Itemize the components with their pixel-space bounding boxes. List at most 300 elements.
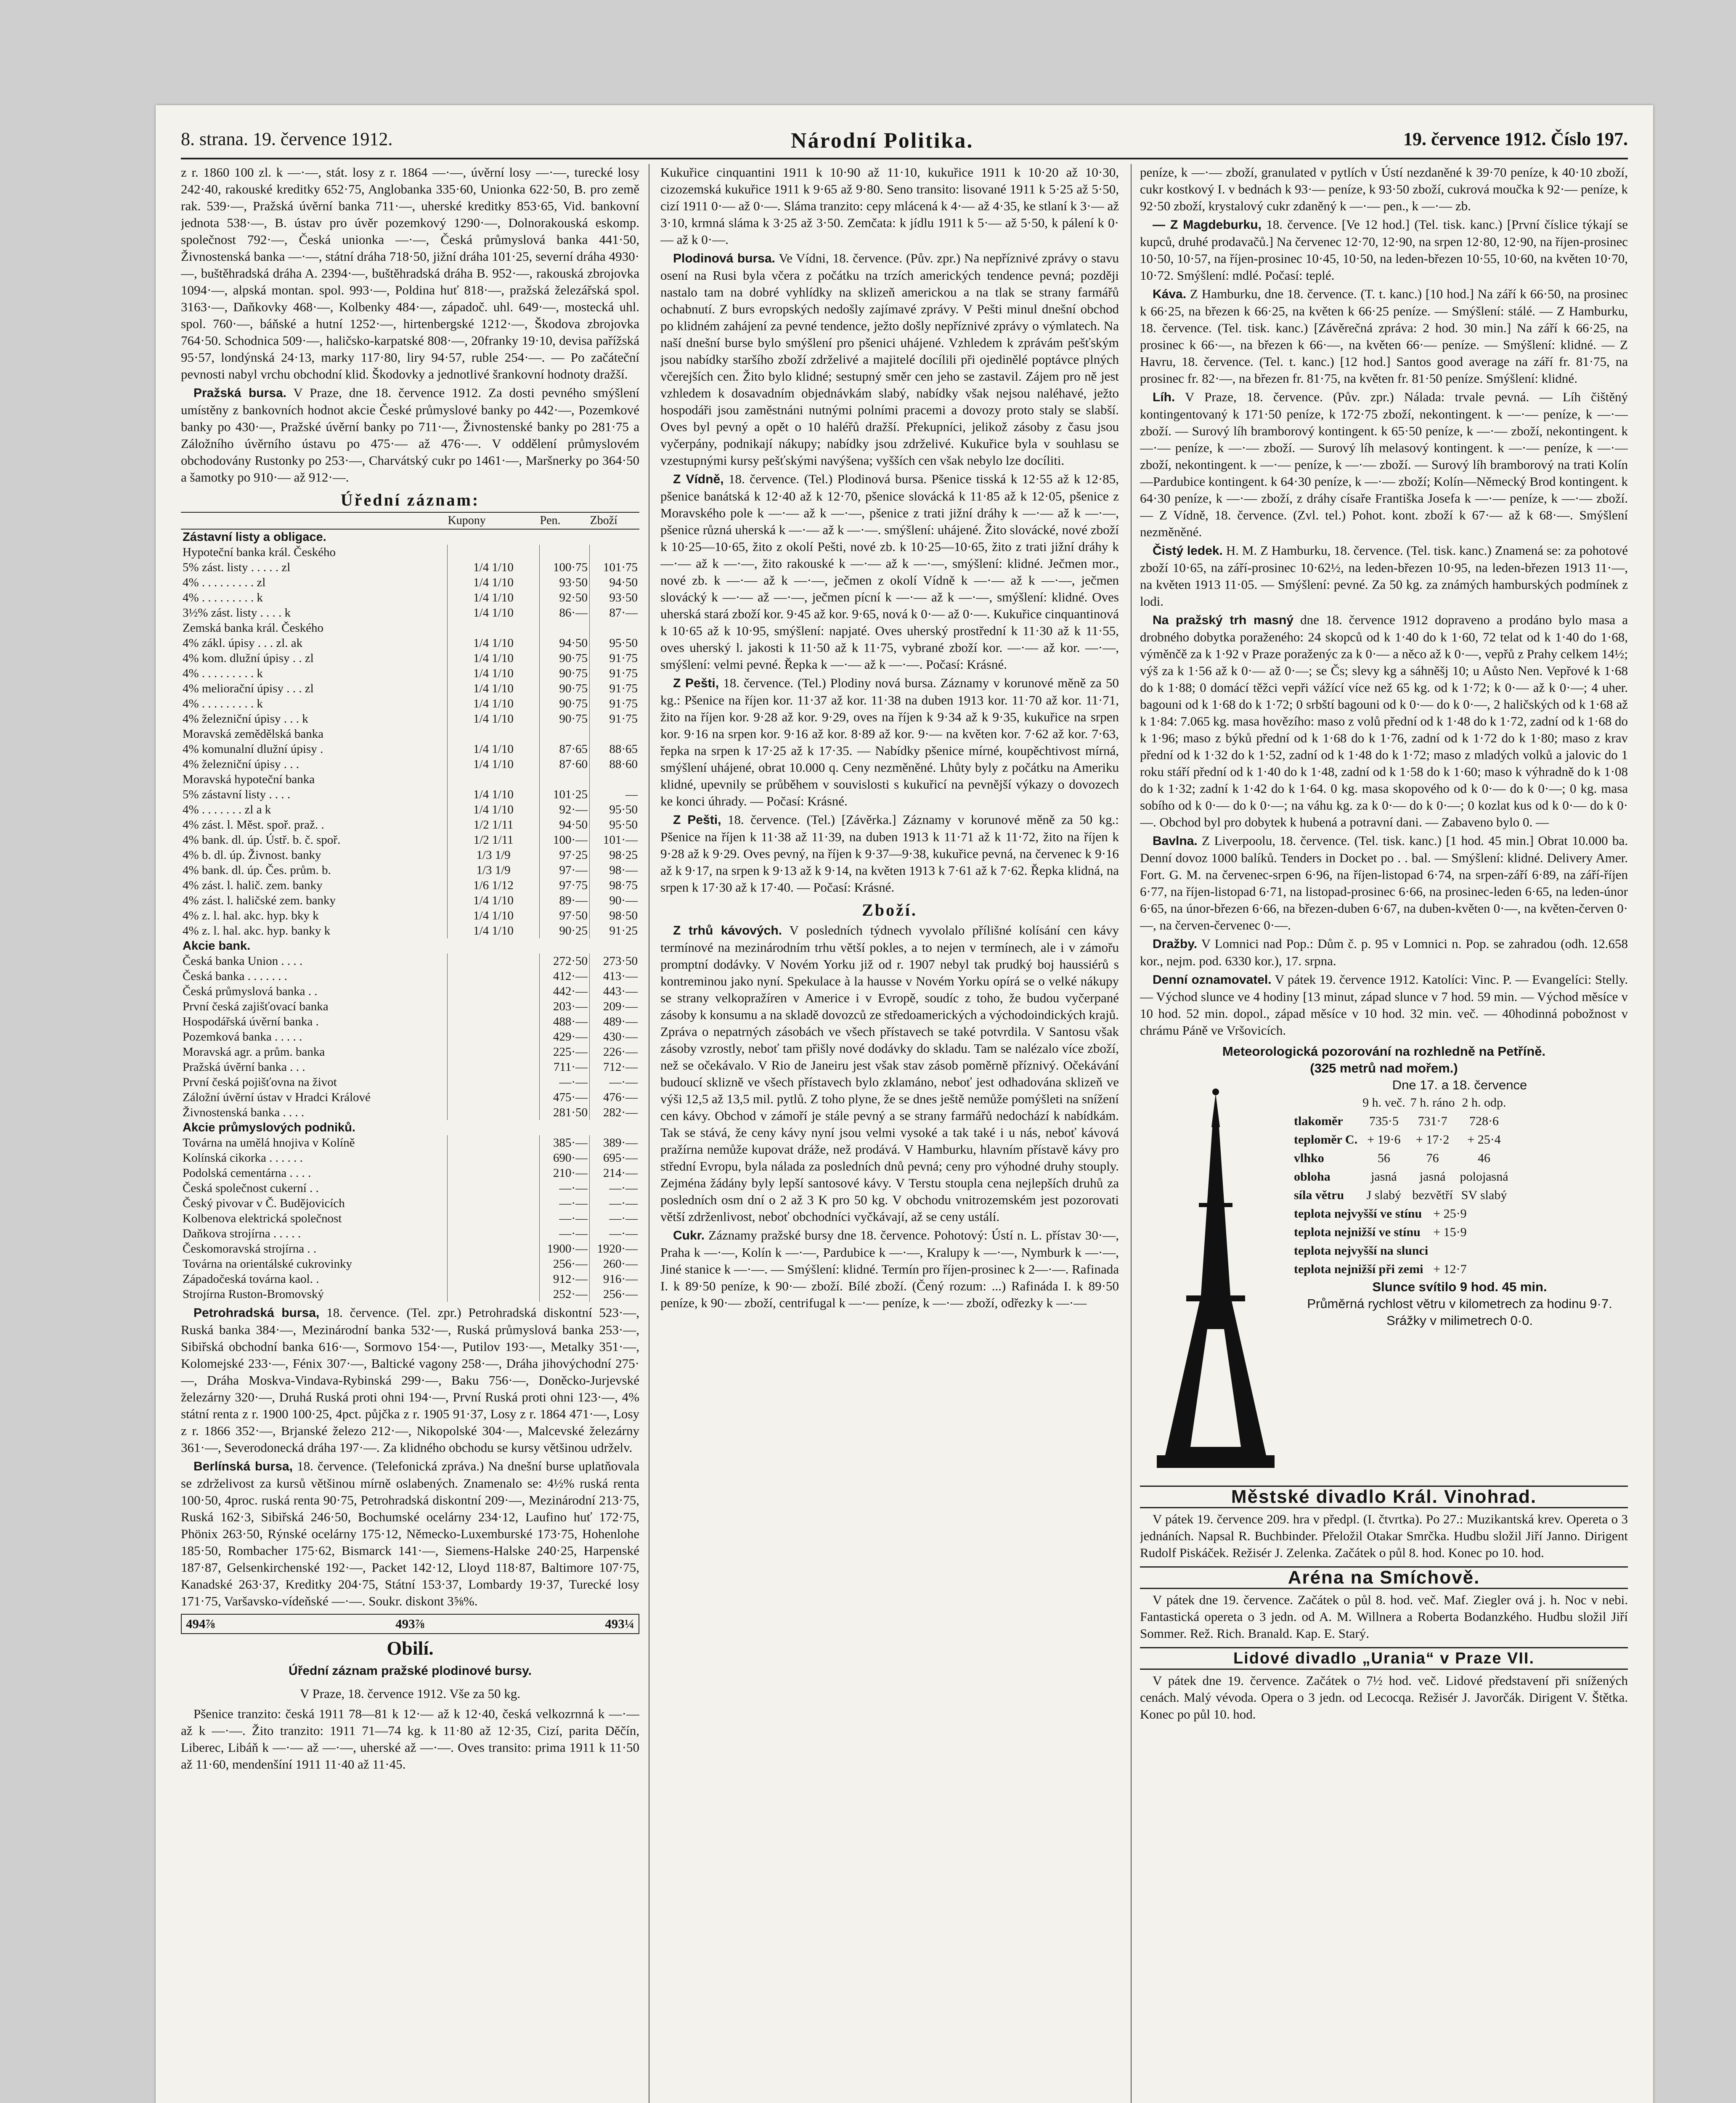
quote-cell: 712·— xyxy=(590,1059,640,1075)
security-name: Česká banka Union . . . . xyxy=(183,954,303,968)
paragraph-text: 18. července. (Tel.) Plodiny nová bursa. Záznamy v korunové měně za 50 kg.: Pšenice na říjen kor. 11·37 až kor. 11·38 na duben 1913 kor. 11·70 až kor. 11·71, žito na říjen kor. 9·28 až kor. 9·29, oves na říjen k 9·34 až k 9·35, kukuřice na srpen kor. 9·16 na srpen kor. 9·16 až kor. 8·89 až kor. 9·— na květen kor. 7·62 až kor. 7·63, řepka na srpen k 17·25 až k 17·35. — Nabídky pšenice mírné, koupěchtivost mírná, smýšlení uhájené, obrat 10.000 q. Ceny nezměněné. Lhůty byly z počátku na Ameriku klidné, upevnily se průběhem v souvislosti s kukuřicí na pevnější výkazy o dovozech ke konci úhrady. — Počasí: Krásné. xyxy=(660,675,1119,808)
quote-cell: 87·65 xyxy=(540,742,590,757)
section-heading: Dražby. xyxy=(1153,937,1198,951)
meteo-value: 735·5 xyxy=(1369,1114,1399,1128)
sugar-continued: peníze, k —·— zboží, granulated v pytlích v Ústí nezdaněné k 39·70 peníze, k 40·10 zboží, cukr kostkový I. v bednách k 93·— peníze, k 93·50 zboží, cukrová moučka k 92·— peníze, k 92·50 zboží, krystalový cukr zdaněný k —·— pen., k —·— zb. xyxy=(1140,165,1628,213)
security-name: Pražská úvěrní banka . . . xyxy=(183,1060,305,1074)
quote-cell: 95·50 xyxy=(590,817,640,832)
security-name: Živnostenská banka . . . . xyxy=(183,1106,305,1119)
quote-cell: 86·— xyxy=(540,605,590,620)
quote-cell: 1/2 1/11 xyxy=(448,832,540,848)
column-divider xyxy=(1131,164,1132,2103)
table-title: Úřední záznam: xyxy=(340,490,480,509)
quote-cell: 92·— xyxy=(540,802,590,817)
security-name: Česká banka . . . . . . . xyxy=(183,969,287,983)
quote-cell: 225·— xyxy=(540,1044,590,1059)
quote-cell: 412·— xyxy=(540,969,590,984)
quote-cell: 281·50 xyxy=(540,1105,590,1120)
quote-cell: 101·25 xyxy=(540,787,590,802)
quote-cell xyxy=(448,1181,540,1196)
meteo-sunshine: Slunce svítilo 9 hod. 45 min. xyxy=(1372,1279,1547,1294)
table-row xyxy=(181,954,639,969)
quote-cell: 91·75 xyxy=(590,681,640,696)
theatre-title-urania: Lidové divadlo „Urania“ v Praze VII. xyxy=(1140,1647,1628,1670)
quote-cell: 90·75 xyxy=(540,666,590,681)
security-name: 4% zást. l. haličské zem. banky xyxy=(183,894,336,907)
quote-cell: 97·50 xyxy=(540,908,590,923)
header-rule xyxy=(181,158,1628,159)
bond-quote-table xyxy=(181,512,639,1302)
quote-cell: 91·75 xyxy=(590,696,640,711)
table-row xyxy=(181,893,639,908)
quote-cell: —·— xyxy=(590,1211,640,1226)
paragraph-text: 18. července. (Telefonická zpráva.) Na dnešní burse uplatňovala se zdrželivost za kursů většinou mírně oslabených. Znamenalo se: 4½% ruská renta 100·50, 4proc. ruská renta 90·75, Petrohradská diskontní 209·—, Mezinárodní 213·75, Ruská 162·3, Sibiřská 246·50, Bochumské ocelárny 234·12, Laufino huť 172·75, Phönix 263·50, Rýnské ocelárny 175·12, Německo-Luxemburské 173·75, Hohenlohe 185·50, Rombacher 175·62, Bismarck 141·—, Siemens-Halske 240·25, Harpenské 187·87, Gelsenkirchenské 192·—, Packet 142·12, Lloyd 118·87, Baltimore 107·75, Kanadské 263·37, Kreditky 204·75, Státní 153·37, Lombardy 19·37, Turecké losy 171·75, Varšavsko-vídeňské —·—. Soukr. diskont 3⅝%. xyxy=(181,1459,639,1608)
meteo-table xyxy=(1291,1094,1511,1205)
meteo-value: + 19·6 xyxy=(1367,1133,1401,1147)
newspaper-page xyxy=(156,105,1653,2103)
quote-cell xyxy=(448,726,540,742)
quote-cell: 97·— xyxy=(540,863,590,878)
quote-cell: 101·— xyxy=(590,832,640,848)
table-row xyxy=(181,605,639,620)
security-name: Moravská agr. a prům. banka xyxy=(183,1045,325,1059)
quote-cell: 90·75 xyxy=(540,711,590,726)
table-row xyxy=(181,969,639,984)
meteo-col-header: 7 h. ráno xyxy=(1410,1096,1455,1110)
vienna-produce-paragraph xyxy=(660,250,1119,469)
quote-cell: 98·25 xyxy=(590,848,640,863)
boxed-quote: 493¼ xyxy=(605,1616,634,1631)
meteo-rain: Srážky v milimetrech 0·0. xyxy=(1386,1313,1533,1328)
meteo-value: + 25·4 xyxy=(1467,1133,1501,1147)
meteo-label: teplota nejnižší ve stínu xyxy=(1294,1225,1421,1239)
group-title: Akcie průmyslových podniků. xyxy=(183,1121,355,1134)
meteo-value: J slabý xyxy=(1366,1188,1402,1202)
security-name: Kolínská cikorka . . . . . . xyxy=(183,1151,303,1165)
meteo-extremes-table xyxy=(1291,1205,1469,1279)
table-row xyxy=(181,696,639,711)
magdeburg-paragraph xyxy=(1140,216,1628,284)
quote-cell: 1/4 1/10 xyxy=(448,757,540,772)
table-row xyxy=(181,1196,639,1211)
meteo-value: jasná xyxy=(1371,1170,1397,1184)
quote-cell: 91·75 xyxy=(590,711,640,726)
berlin-bourse-paragraph xyxy=(181,1458,639,1610)
section-heading: Z Vídně, xyxy=(673,472,724,486)
quote-cell: 89·— xyxy=(540,893,590,908)
quote-cell xyxy=(448,1241,540,1256)
security-name: Česká průmyslová banka . . xyxy=(183,985,318,998)
quote-cell: 1/4 1/10 xyxy=(448,802,540,817)
coffee-market-paragraph xyxy=(660,922,1119,1225)
meteo-extreme-row xyxy=(1291,1223,1469,1242)
section-heading: Z Pešti, xyxy=(673,676,719,690)
section-heading: Z Pešti, xyxy=(673,813,721,827)
section-heading: Plodinová bursa. xyxy=(673,252,775,265)
table-row xyxy=(181,1211,639,1226)
security-name: Strojírna Ruston-Bromovský xyxy=(183,1287,324,1301)
meteo-extreme-row xyxy=(1291,1260,1469,1279)
petrin-tower-illustration xyxy=(1140,1077,1291,1481)
section-heading: — Z Magdeburku, xyxy=(1153,218,1262,232)
security-name: 4% kom. dlužní úpisy . . zl xyxy=(183,652,314,665)
quote-cell: 389·— xyxy=(590,1135,640,1150)
security-name: 4% bank. dl. úp. Čes. prům. b. xyxy=(183,863,331,877)
security-name: 4% komunalní dlužní úpisy . xyxy=(183,742,323,756)
security-name: Pozemková banka . . . . . xyxy=(183,1030,302,1044)
quote-cell: 1/6 1/12 xyxy=(448,878,540,893)
theatre-smichov-text: V pátek dne 19. července. Začátek o půl 8. hod. več. Maf. Ziegler ová j. h. Noc v nebi. Fantastická opereta o 3 jedn. od A. M. Willnera a Roberta Bodanzkého. Hudbu složil Jiří Sommer. Rež. Rich. Branald. Kap. E. Starý. xyxy=(1140,1592,1628,1641)
quote-cell xyxy=(448,772,540,787)
paragraph-text: Z Liverpoolu, 18. července. (Tel. tisk. kanc.) [1 hod. 45 min.] Obrat 10.000 ba. Denní dovoz 1000 balíků. Tenders in Docket po . . bal. — Smýšlení: klidné. Delivery Amer. Fort. G. M. na červenec-srpen 6·96, na říjen-listopad 6·74, na srpen-září 6·89, na září-říjen 6·77, na říjen-listopad 6·71, na listopad-prosinec 6·66, na prosinec-leden 6·65, na leden-únor 6·65, na únor-březen 6·66, na březen-duben 6·67, na duben-květen 0·—, na květen-červen 0·—, na červen-červenec 0·—. xyxy=(1140,833,1628,932)
paragraph-text: 18. července. (Tel.) Plodinová bursa. Pšenice tisská k 12·55 až k 12·85, pšenice banátská k 12·40 až k 12·70, pšenice slovácká k 11·85 až k 12·05, pšenice z Moravského pole k —·— až k —·—, pšenice z trati jižní dráhy k —·— až k —·—, pšenice různá uherská k —·— až k —·—. smýšlení: uhájené. Žito slovácké, nové zboží k 10·25—10·65, žito z okolí Pešti, nové zb. k 10·25—10·65, žito z trati jižní dráhy k —·— až k —·—, žito rakouské k —·— až k —·—, smýšlení: klidné. Ječmen mor., nové zb. k —·— až k —·—, ječmen z okolí Vídně k —·— až k —·—, ječmen slovácký k —·— až —·—, ječmen pícní k —·— až k —·—, smýšlení: klidné. Oves uherská stará zboží kor. 9·45 až kor. 9·65, nová k 0·— až 0·—. Kukuřice cinquantinová k 10·65 až k 10·95, smýšlení: napjaté. Oves uherský prostřední k 11·30 až k 11·55, oves uherský l. jakosti k 11·50 až k 11·75, vybrané zboží kor. —·— až kor. —·—, smýšlení: velmi pevné. Řepka k —·— až k —·—. Počasí: Krásné. xyxy=(660,471,1119,672)
quote-cell xyxy=(540,545,590,560)
quote-cell: —·— xyxy=(540,1181,590,1196)
security-name: Továrna na orientálské cukrovinky xyxy=(183,1257,353,1271)
quote-cell xyxy=(448,1165,540,1181)
paragraph-text: dne 18. července 1912 dopraveno a prodáno bylo masa a drobného dobytka poraženého: 24 skopců od k 1·40 do k 1·60, 72 telat od k 1·40 do 1·68, výměnčě za k 1·92 v Praze poraženýc za k 0·— a něco až k 0·—, vepřů z Prahy celkem 14½; výš za k 1·56 až k 0·— až 0·—; se Čs; slevy kg a sáhněšj 10; u Aůsto Nen. Vepřové k 1·68 do k 1·88; 0 domácí těžci vepři vážící více než 65 kg. od k 1·72; k 0·— až k 0·—; 4 uher. bagouni od k 1·68 do k 1·72; 0 srbští bagouni od k 0·— do k 0·—, 2 haličských od k 1·68 až k 1·84: 7.065 kg. masa hovězího: maso z volů přední od k 1·48 do k 1·72, zadní od k 1·68 do k 1·96; maso z býků přední od k 1·68 do k 1·76, zadní od k 1·72 do k 1·80; maso z krav přední od k 1·32 do k 1·52, zadní od k 1·48 do k 1·72; maso z mladých volků a jalovic do 1 roku stáří přední od k 1·40 do k 1·48, zadní od k 1·58 do k 1·60; maso k výhradně do k 1·08 do k 1·32; zadní k 1·42 do k 1·64. 0 kg. masa skopového od k 0·— do k 0·—; 0 kg. masa sobího od k 0·— do k 0·—; na váhu kg. za k 0·— do k 0·—; 0 kozlat kus od k 0·— do k 0·—. Obchod byl pro dobytek k hubená a potravní dani. — Zabaveno bylo 0. — xyxy=(1140,612,1628,829)
quote-cell: 94·50 xyxy=(540,817,590,832)
quote-cell: —·— xyxy=(590,1075,640,1090)
table-row xyxy=(181,878,639,893)
quote-cell: 226·— xyxy=(590,1044,640,1059)
table-row xyxy=(181,575,639,590)
paragraph-text: 18. července. (Tel.) [Závěrka.] Záznamy v korunové měně za 50 kg.: Pšenice na říjen k 11·38 až 11·39, na duben 1913 k 11·71 až k 11·72, žito na říjen k 9·28 až k 9·29. Oves pevný, na říjen k 9·37—9·38, kukuřice pevná, na červenec k 9·16 až k 9·17, na srpen k 9·13 až k 9·14, na květen 1913 k 7·61 až k 7·62. Řepka klidná, na srpen k 17·30 až k 17·40. — Počasí: Krásné. xyxy=(660,812,1119,895)
table-row xyxy=(181,832,639,848)
paragraph-text: V Praze, 18. července. (Pův. zpr.) Nálada: trvale pevná. — Líh čištěný kontingentovaný k 171·50 peníze, k 172·75 zboží, nekontingent. k —·— peníze, k —·— zboží. — Surový líh bramborový kontingent. k 65·50 peníze, k —·— zboží, nekontingent. k —·— peníze, k —·— zboží. — Surový líh melasový kontingent. k —·— peníze, k —·— zboží, nekontingent. k —·— peníze, k —·— zboží. — Surový líh bramborový na trati Kolín—Pardubice kontingent. k 64·30 peníze, k —·— zboží; Kolín—Německý Brod kontingent. k 64·30 peníze, k —·— zboží, z dráhy císaře Františka Josefa k —·— peníze, k —·— zboží. — Z Vídně, 18. července. (Zvl. tel.) Pohot. kont. zboží k 67·— až k 68·—. Smýšlení nezměněné. xyxy=(1140,389,1628,539)
table-row xyxy=(181,1287,639,1302)
security-name: Daňkova strojírna . . . . . xyxy=(183,1227,301,1240)
theatre-urania-text: V pátek dne 19. července. Začátek o 7½ hod. več. Lidové představení při snížených cenách. Malý vévoda. Opera o 3 jedn. od Lecocqa. Režisér J. Javorčák. Dirigent V. Štětka. Konec po půl 10. hod. xyxy=(1140,1673,1628,1722)
quote-cell: 92·50 xyxy=(540,590,590,605)
table-group-heading xyxy=(181,529,639,545)
spirits-paragraph xyxy=(1140,389,1628,540)
boxed-quote: 493⅞ xyxy=(395,1616,425,1631)
quote-cell: 97·75 xyxy=(540,878,590,893)
paragraph-text: V posledních týdnech vyvolalo přílišné kolísání cen kávy termínové na mezinárodním trhu větší pokles, a to nejen v termínech, ale i v zámořu promptní dodávky. V Novém Yorku již od r. 1907 nebyl tak prudký boj haussiérů s kontreminou jako nyní. Spekulace à la hausse v Novém Yorku opírá se o velké nákupy se strany velkopražíren v Americe i v Evropě, soudíc z toho, že budou vyčerpané zásoby k konsumu a na skladě dovozců ze středoamerických a východoindických krajů. Zpráva o nepatrných zásobách ve všech přístavech se také potvrdila. V Santosu však zásoby vzrostly, neboť tam přišly nové dodávky do skladu. Tam se nalézalo více zboží, než se očekávalo. V Rio de Janeiru jest však stav zásob poměrně příznivý. Očekávání budoucí sklizně ve všech přístavech bylo zklamáno, neboť jest odhadována sklizeň ve výši 12,5 až 13,5 mil. pytlů. Z toho plyne, že se dnes ještě nemůže pomýšleti na snížení cen kávy. Obchod v zámoří je stále pevný a se strany farmářů nedochází k nabídkám. Tak se stává, že ceny kávy nyní jsou velmi vysoké a tak také i u nás, neboť kávová pražírna nemůže kupovat dráže, než prodává. V Hamburku, hlavním přístavě kávy pro střední Evropu, byla nálada za posledních dnů pevná; ceny pro výhodné druhy stouply. Zejména žádány byly lepší santosové kávy. V Terstu stoupla cena nejlepších druhů za posledních osm dní o 2 až 3 K pro 50 kg. V obchodu vnitrozemském jest pozorovati větší zdrženlivost, neboť obchodníci vyčkávají, až se ceny ustálí. xyxy=(660,923,1119,1224)
header-page-info: 8. strana. 19. července 1912. xyxy=(181,129,393,149)
security-name: Zemská banka král. Českého xyxy=(183,621,324,635)
quote-cell: 95·50 xyxy=(590,802,640,817)
quote-cell: 690·— xyxy=(540,1150,590,1165)
table-row xyxy=(181,1135,639,1150)
meteo-value: 728·6 xyxy=(1469,1114,1499,1128)
quote-cell: 1/4 1/10 xyxy=(448,636,540,651)
quote-cell: 256·— xyxy=(590,1287,640,1302)
security-name: 4% z. l. hal. akc. hyp. bky k xyxy=(183,909,319,922)
quote-cell: 209·— xyxy=(590,999,640,1014)
quote-cell xyxy=(448,1044,540,1059)
quote-cell: 1/2 1/11 xyxy=(448,817,540,832)
meteo-label: tlakoměr xyxy=(1294,1114,1343,1128)
grain-subtitle: Úřední záznam pražské plodinové bursy. xyxy=(289,1664,532,1678)
section-heading: Bavlna. xyxy=(1153,834,1198,848)
page-header xyxy=(181,128,1628,154)
security-name: Kolbenova elektrická společnost xyxy=(183,1212,342,1225)
table-row xyxy=(181,863,639,878)
quote-cell: —·— xyxy=(540,1226,590,1241)
vienna-stock-report: z r. 1860 100 zl. k —·—, stát. losy z r. 1864 —·—, úvěrní losy —·—, turecké losy 242·40, rakouské kreditky 652·75, Anglobanka 335·60, Unionka 622·50, B. pro země rak. 539·—, Pražská úvěrní banka 711·—, uherské kreditky 853·65, Vid. bankovní jednota 538·—, B. ústav pro úvěr pozemkový 1290·—, Dolnorakouská eskomp. společnost 792·—, Česká unionka —·—, Česká průmyslová banka 441·50, Živnostenská banka —·—, státní dráha 718·50, jižní dráha 101·25, severní dráha 4930·—, buštěhradská dráha A. 2394·—, buštěhradská dráha B. 952·—, rakouská zbrojovka 1094·—, alpská montan. spol. 993·—, Poldina huť 818·—, pražská železářská spol. 3163·—, Daňkovky 468·—, Kolbenky 484·—, západoč. uhl. 649·—, mostecká uhl. spol. 760·—, báňské a hutní 1252·—, hirtenbergské 1212·—, Škodova zbrojovka 764·50. Schodnica 509·—, haličsko-karpatské 808·—, 20franky 19·10, devisa pařížská 95·57, londýnská 24·13, marky 117·80, liry 94·57, ruble 254·—. — Po začáteční pevnosti nabyl vrchu obchodní klid. Škodovky a jednotlivé šrankovní hodnoty dražší. xyxy=(181,165,639,381)
quote-cell: 1/4 1/10 xyxy=(448,711,540,726)
meteo-value: jasná xyxy=(1419,1170,1446,1184)
quote-cell: 98·75 xyxy=(590,878,640,893)
quote-cell: 385·— xyxy=(540,1135,590,1150)
meat-market-paragraph xyxy=(1140,612,1628,831)
vienna-telegram-paragraph xyxy=(660,471,1119,673)
section-heading: Z trhů kávových. xyxy=(673,924,782,938)
quote-cell xyxy=(540,772,590,787)
quote-cell xyxy=(448,954,540,969)
quote-cell: 272·50 xyxy=(540,954,590,969)
quote-cell: 210·— xyxy=(540,1165,590,1181)
table-row xyxy=(181,1059,639,1075)
quote-cell: 1920·— xyxy=(590,1241,640,1256)
table-row xyxy=(181,787,639,802)
quote-cell: 252·— xyxy=(540,1287,590,1302)
security-name: 4% . . . . . . . . . zl xyxy=(183,576,266,589)
table-row xyxy=(181,590,639,605)
paragraph-text: 18. července. [Ve 12 hod.] (Tel. tisk. kanc.) [První číslice týkají se kupců, druhé prodavačů.] Na červenec 12·70, 12·90, na srpen 12·80, 12·90, na říjen-prosinec 10·50, 10·57, na říjen-prosinec 10·45, 10·50, na leden-březen 10·55, 10·60, na květen 10·70, 10·72. Smýšlení: mdlé. Počasí: teplé. xyxy=(1140,217,1628,283)
paragraph-text: 18. července. (Tel. zpr.) Petrohradská diskontní 523·—, Ruská banka 384·—, Mezinárodní banka 532·—, Ruská průmyslová banka 253·—, Sibiřská obchodní banka 616·—, Sormovo 154·—, Putilov 193·—, Metalky 351·—, Kolomejské 233·—, Fénix 307·—, Baltické vagony 258·—, Dráha jihovýchodní 275·—, Dráha Moskva-Vindava-Rybinská 299·—, Baku 756·—, Doněcko-Jurjevské železárny 320·—, Druhá Ruská proti ohni 194·—, První Ruská proti ohni 123·—, 4% státní renta z r. 1900 100·25, 4pct. půjčka z r. 1905 91·37, Losy z r. 1864 471·—, Losy z r. 1866 352·—, Brjanské železo 212·—, Nikopolské 304·—, Malcevské železárny 361·—, Severodonecká dráha 197·—. Za klidného obchodu se kursy většinou udrželv. xyxy=(181,1305,639,1455)
meteo-value: + 25·9 xyxy=(1433,1207,1467,1221)
quote-cell xyxy=(448,1226,540,1241)
quote-cell: 488·— xyxy=(540,1014,590,1029)
quote-cell: 489·— xyxy=(590,1014,640,1029)
quote-cell: 87·— xyxy=(590,605,640,620)
section-heading: Pražská bursa. xyxy=(193,386,286,400)
boxed-quote-row xyxy=(181,1614,639,1634)
quote-cell: 214·— xyxy=(590,1165,640,1181)
quote-cell xyxy=(448,999,540,1014)
quote-cell: 256·— xyxy=(540,1256,590,1271)
table-row xyxy=(181,772,639,787)
meteo-col-header xyxy=(1291,1094,1360,1112)
meteo-value: 46 xyxy=(1478,1151,1491,1165)
quote-cell: 429·— xyxy=(540,1029,590,1044)
quote-cell: 93·50 xyxy=(540,575,590,590)
theatre-title-smichov: Aréna na Smíchově. xyxy=(1140,1566,1628,1589)
quote-cell: 1/4 1/10 xyxy=(448,590,540,605)
table-row xyxy=(181,620,639,636)
paragraph-text: Z Hamburku, dne 18. července. (T. t. kanc.) [10 hod.] Na září k 66·50, na prosinec k 66·25, na březen k 66·25, na květen k 66·25 peníze. — Smýšlení: stálé. — Z Hamburku, 18. července. (Tel. tisk. kanc.) [Závěrečná zpráva: 2 hod. 30 min.] Na září k 66·25, na prosinec k 66·—, na březen k 66·—, na květen 66·— peníze. — Smýšlení: klidné. — Z Havru, 18. července. (Tel. t. kanc.) [12 hod.] Santos good average na září fr. 81·75, na prosinec fr. 82·—, na březen fr. 81·75, na květen fr. 81·50 peníze. Smýšlení: klidné. xyxy=(1140,286,1628,386)
quote-cell: 695·— xyxy=(590,1150,640,1165)
meteo-label: teplota nejvyšší ve stínu xyxy=(1294,1207,1422,1221)
table-row xyxy=(181,908,639,923)
quote-cell: 1/4 1/10 xyxy=(448,787,540,802)
security-name: 4% . . . . . . . zl a k xyxy=(183,803,271,816)
prague-bourse-paragraph xyxy=(181,384,639,486)
security-name: 3½% zást. listy . . . . k xyxy=(183,606,291,620)
meteo-title: Meteorologická pozorování na rozhledně na Petříně. xyxy=(1222,1044,1546,1059)
cotton-paragraph xyxy=(1140,832,1628,934)
security-name: 5% zástavní listy . . . . xyxy=(183,788,291,801)
quote-cell xyxy=(448,545,540,560)
section-heading: Líh. xyxy=(1153,390,1175,404)
quote-cell: — xyxy=(590,787,640,802)
quote-cell xyxy=(448,1014,540,1029)
table-row xyxy=(181,726,639,742)
quote-cell xyxy=(448,1105,540,1120)
table-group-heading xyxy=(181,1120,639,1135)
security-name: Továrna na umělá hnojiva v Kolíně xyxy=(183,1136,355,1149)
column-3 xyxy=(1140,164,1628,2103)
table-row xyxy=(181,681,639,696)
table-row xyxy=(181,711,639,726)
meteo-value: + 17·2 xyxy=(1415,1133,1450,1147)
meteo-col-header: 9 h. več. xyxy=(1362,1096,1405,1110)
quote-cell xyxy=(590,545,640,560)
security-name: Českomoravská strojírna . . xyxy=(183,1242,317,1255)
quote-cell: 95·50 xyxy=(590,636,640,651)
security-name: Západočeská továrna kaol. . xyxy=(183,1272,319,1286)
security-name: 4% meliorační úpisy . . . zl xyxy=(183,682,314,695)
table-row xyxy=(181,1181,639,1196)
column-2 xyxy=(660,164,1119,2103)
grain-section-title: Obilí. xyxy=(387,1637,434,1659)
security-name: Hypoteční banka král. Českého xyxy=(183,546,336,559)
table-group-heading xyxy=(181,938,639,954)
quote-cell: 93·50 xyxy=(590,590,640,605)
security-name: 4% z. l. hal. akc. hyp. banky k xyxy=(183,924,331,938)
quote-cell: 90·25 xyxy=(540,923,590,938)
table-row xyxy=(181,636,639,651)
quote-cell: —·— xyxy=(590,1181,640,1196)
table-row xyxy=(181,848,639,863)
goods-section-title: Zboží. xyxy=(862,901,917,919)
quote-cell: 1/4 1/10 xyxy=(448,923,540,938)
quote-cell xyxy=(448,1090,540,1105)
masthead: Národní Politika. xyxy=(791,129,974,153)
paragraph-text: V Lomnici nad Pop.: Dům č. p. 95 v Lomnici n. Pop. se zahradou (odh. 12.658 kor., nejm. pod. 6330 kor.), 17. srpna. xyxy=(1140,936,1628,968)
meteo-col-header: 2 h. odp. xyxy=(1462,1096,1506,1110)
meteo-label: obloha xyxy=(1294,1170,1330,1184)
meteo-date: Dne 17. a 18. července xyxy=(1392,1078,1527,1092)
table-row xyxy=(181,1014,639,1029)
table-row xyxy=(181,1165,639,1181)
meteo-value: SV slabý xyxy=(1461,1188,1507,1202)
section-heading: Káva. xyxy=(1153,287,1187,301)
security-name: Český pivovar v Č. Budějovicích xyxy=(183,1197,345,1210)
quote-cell: 87·60 xyxy=(540,757,590,772)
quote-cell: 91·75 xyxy=(590,651,640,666)
meteo-extreme-row xyxy=(1291,1242,1469,1260)
meteo-value: 76 xyxy=(1426,1151,1439,1165)
grain-place-date: V Praze, 18. července 1912. Vše za 50 kg. xyxy=(300,1686,520,1701)
quote-cell: 91·25 xyxy=(590,923,640,938)
quote-cell: 88·65 xyxy=(590,742,640,757)
quote-cell xyxy=(448,969,540,984)
quote-cell: 1/4 1/10 xyxy=(448,893,540,908)
quote-cell xyxy=(540,620,590,636)
quote-cell xyxy=(448,1196,540,1211)
table-row xyxy=(181,999,639,1014)
meteo-value: bezvětří xyxy=(1412,1188,1453,1202)
group-title: Akcie bank. xyxy=(183,939,251,953)
table-row xyxy=(181,802,639,817)
security-name: 4% . . . . . . . . . k xyxy=(183,697,263,710)
quote-cell: 1/4 1/10 xyxy=(448,666,540,681)
table-row xyxy=(181,651,639,666)
meteo-row xyxy=(1291,1112,1511,1131)
meteo-value: polojasná xyxy=(1460,1170,1508,1184)
theatre-title-vinohrady: Městské divadlo Král. Vinohrad. xyxy=(1140,1486,1628,1508)
quote-cell: 476·— xyxy=(590,1090,640,1105)
quote-cell xyxy=(448,1150,540,1165)
quote-cell: 1/4 1/10 xyxy=(448,651,540,666)
quote-cell: 91·75 xyxy=(590,666,640,681)
boxed-quote: 494⅞ xyxy=(186,1616,215,1631)
table-header-cell: Pen. xyxy=(540,512,590,529)
table-row xyxy=(181,1105,639,1120)
meteo-label: vlhko xyxy=(1294,1151,1324,1165)
table-row xyxy=(181,757,639,772)
quote-cell: 98·— xyxy=(590,863,640,878)
table-row xyxy=(181,742,639,757)
table-row xyxy=(181,1256,639,1271)
quote-cell: 443·— xyxy=(590,984,640,999)
paragraph-text: V Praze, dne 18. července 1912. Za dosti pevného smýšlení umístěny z bankovních hodnot akcie České průmyslové banky po 442·—, Pozemkové banky po 430·—, Pražské úvěrní banky po 711·—, Živnostenské banky po 281·75 a Záložního úvěrního ústavu po 475·— až 476·—. V oddělení průmyslovém obchodovány Rustonky po 253·—, Charvátský cukr po 1461·—, Maršnerky po 364·50 a šamotky po 910·— až 912·—. xyxy=(181,385,639,485)
security-name: 4% železniční úpisy . . . xyxy=(183,758,299,771)
quote-cell: 260·— xyxy=(590,1256,640,1271)
table-row xyxy=(181,1029,639,1044)
table-row xyxy=(181,545,639,560)
meteo-label: teploměr C. xyxy=(1294,1133,1358,1147)
quote-cell: 1/4 1/10 xyxy=(448,681,540,696)
section-heading: Petrohradská bursa, xyxy=(193,1306,320,1320)
section-heading: Cukr. xyxy=(673,1229,705,1242)
table-row xyxy=(181,560,639,575)
security-name: Moravská zemědělská banka xyxy=(183,727,323,741)
quote-cell: 1/4 1/10 xyxy=(448,605,540,620)
meteo-row xyxy=(1291,1149,1511,1168)
table-header-cell xyxy=(181,512,448,529)
table-row xyxy=(181,1090,639,1105)
quote-cell: —·— xyxy=(540,1196,590,1211)
security-name: Hospodářská úvěrní banka . xyxy=(183,1015,319,1028)
security-name: 4% železniční úpisy . . . k xyxy=(183,712,308,726)
quote-cell xyxy=(590,726,640,742)
table-row xyxy=(181,923,639,938)
section-heading: Na pražský trh masný xyxy=(1153,613,1294,627)
quote-cell: 94·50 xyxy=(590,575,640,590)
quote-cell: 1/4 1/10 xyxy=(448,908,540,923)
meteorological-box xyxy=(1140,1043,1628,1481)
security-name: 4% zást. l. halič. zem. banky xyxy=(183,879,323,892)
auctions-paragraph xyxy=(1140,935,1628,969)
quote-cell: 90·— xyxy=(590,893,640,908)
quote-cell xyxy=(448,1256,540,1271)
quote-cell xyxy=(448,1029,540,1044)
table-header-cell: Kupony xyxy=(448,512,540,529)
meteo-label: teplota nejnižší při zemi xyxy=(1294,1262,1423,1276)
meteo-value: 731·7 xyxy=(1418,1114,1447,1128)
quote-cell: 1900·— xyxy=(540,1241,590,1256)
meteo-extreme-row xyxy=(1291,1205,1469,1223)
quote-cell: 100·75 xyxy=(540,560,590,575)
coffee-paragraph xyxy=(1140,286,1628,387)
table-row xyxy=(181,817,639,832)
meteo-value: 56 xyxy=(1377,1151,1390,1165)
quote-cell: 273·50 xyxy=(590,954,640,969)
meteo-row xyxy=(1291,1186,1511,1205)
petersburg-bourse-paragraph xyxy=(181,1304,639,1456)
quote-cell xyxy=(590,772,640,787)
quote-cell: 916·— xyxy=(590,1271,640,1287)
section-heading: Čistý ledek. xyxy=(1153,544,1223,558)
table-row xyxy=(181,1241,639,1256)
header-issue-info: 19. července 1912. Číslo 197. xyxy=(1403,129,1628,149)
quote-cell: 94·50 xyxy=(540,636,590,651)
